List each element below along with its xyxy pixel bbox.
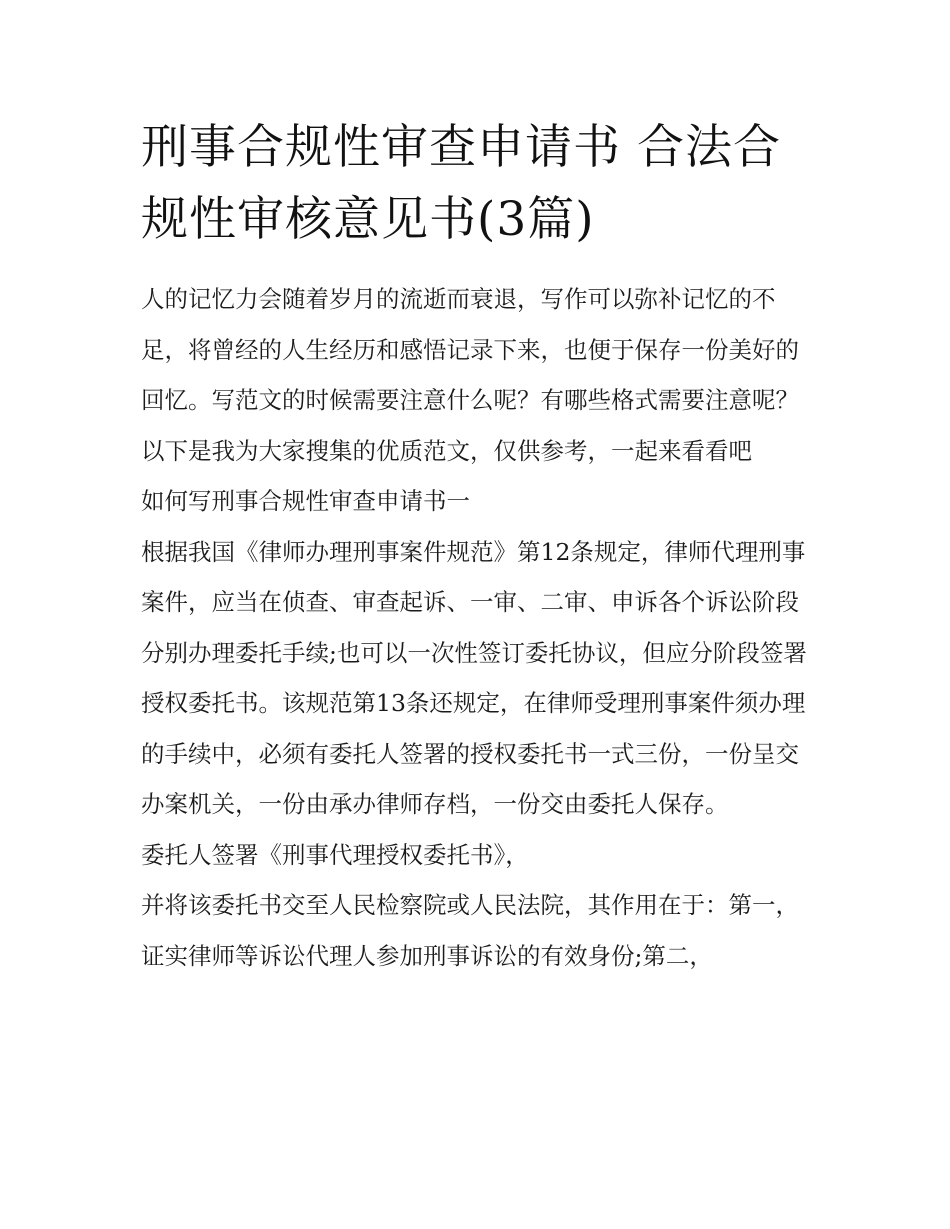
intro-paragraph: 人的记忆力会随着岁月的流逝而衰退，写作可以弥补记忆的不足，将曾经的人生经历和感悟记录下来，也便于保存一份美好的回忆。写范文的时候需要注意什么呢？有哪些格式需要注意呢？以下是我为大家搜集的优质范文，仅供参考，一起来看看吧 (141, 285, 799, 465)
body-paragraph: 委托人签署《刑事代理授权委托书》， (141, 840, 529, 869)
body-paragraph: 根据我国《律师办理刑事案件规范》第12条规定，律师代理刑事案件，应当在侦查、审查起诉、一审、二审、申诉各个诉讼阶段分别办理委托手续;也可以一次性签订委托协议，但应分阶段签署授权委托书。该规范第13条还规定，在律师受理刑事案件须办理的手续中，必须有委托人签署的授权委托书一式三份，一份呈交办案机关，一份由承办律师存档，一份交由委托人保存。 (141, 537, 807, 818)
document-body (141, 274, 821, 981)
section-heading: 如何写刑事合规性审查申请书一 (141, 487, 470, 515)
document-content (141, 112, 821, 981)
document-title: 刑事合规性审查申请书 合法合规性审核意见书(3篇) (141, 120, 781, 247)
body-paragraph: 并将该委托书交至人民检察院或人民法院，其作用在于：第一，证实律师等诉讼代理人参加刑事诉讼的有效身份;第二， (141, 891, 799, 970)
